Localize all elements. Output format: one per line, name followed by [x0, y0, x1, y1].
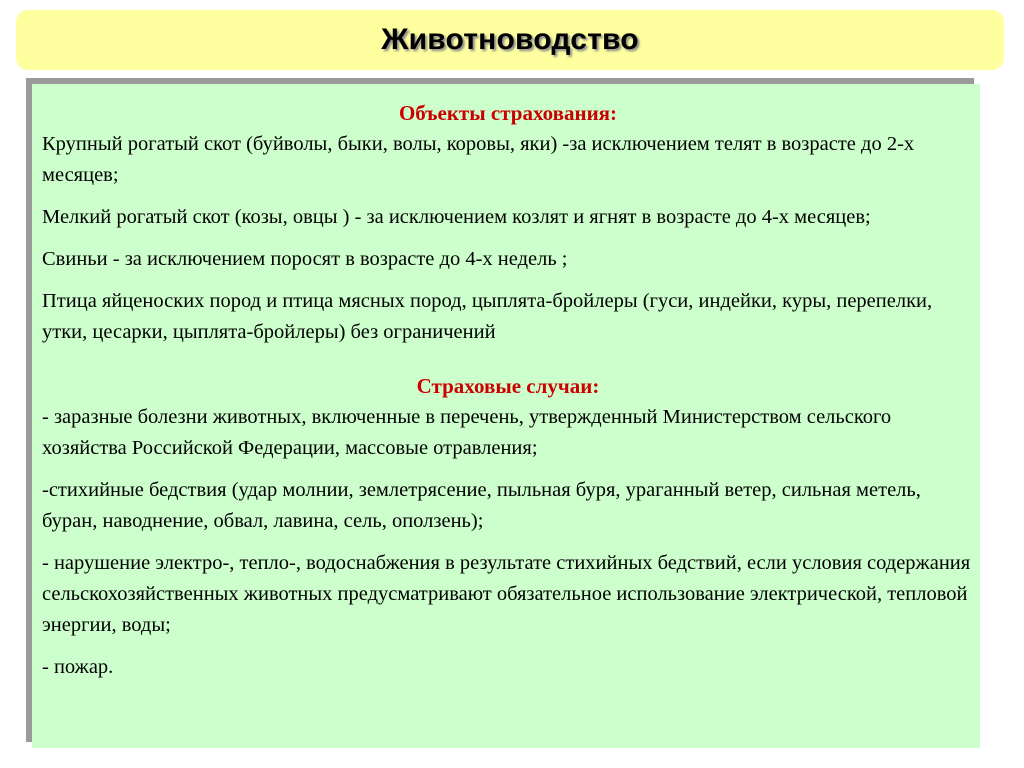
- cases-heading: Страховые случаи:: [416, 374, 600, 398]
- page-title: Животноводство: [381, 23, 639, 56]
- objects-item-cattle: Крупный рогатый скот (буйволы, быки, волы, коровы, яки) -за исключением телят в возрасте до 2-х месяцев;: [42, 133, 915, 186]
- objects-item-small-cattle: Мелкий рогатый скот (козы, овцы ) - за исключением козлят и ягнят в возрасте до 4-х месяцев;: [42, 206, 871, 228]
- cases-item-fire: - пожар.: [42, 656, 114, 678]
- cases-item-diseases: - заразные болезни животных, включенные в перечень, утвержденный Министерством сельского хозяйства Российской Федерации, массовые отравления;: [42, 406, 892, 459]
- content-box: [32, 84, 980, 748]
- cases-item-utilities: - нарушение электро-, тепло-, водоснабжения в результате стихийных бедствий, если условия содержания сельскохозяйственных животных предусматривают обязательное использование электрической, тепловой энергии, воды;: [42, 552, 971, 636]
- objects-item-pigs: Свиньи - за исключением поросят в возрасте до 4-х недель ;: [42, 248, 568, 270]
- cases-item-disasters: -стихийные бедствия (удар молнии, землетрясение, пыльная буря, ураганный ветер, сильная метель, буран, наводнение, обвал, лавина, сель, оползень);: [42, 479, 921, 532]
- objects-item-poultry: Птица яйценоских пород и птица мясных пород, цыплята-бройлеры (гуси, индейки, куры, перепелки, утки, цесарки, цыплята-бройлеры) без ограничений: [42, 290, 933, 343]
- title-banner: [16, 10, 1004, 70]
- objects-heading: Объекты страхования:: [398, 101, 618, 125]
